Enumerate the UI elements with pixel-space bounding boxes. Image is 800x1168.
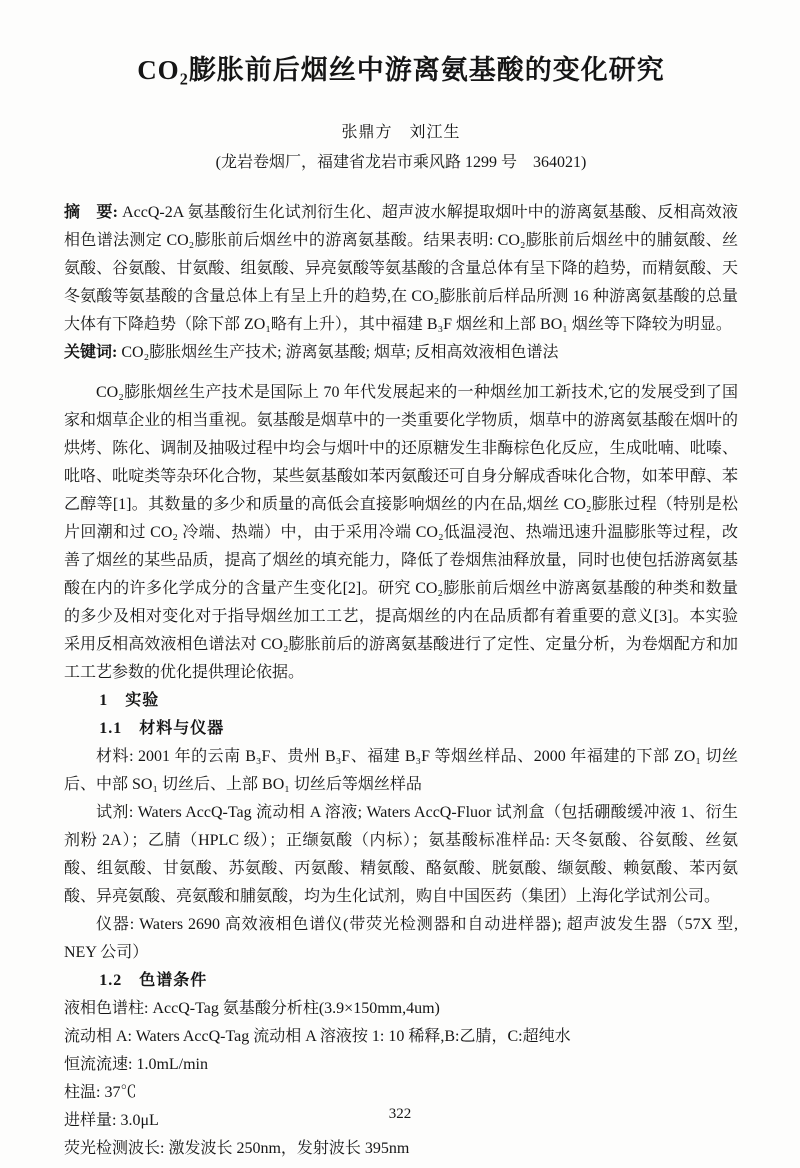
condition-line-column: 液相色谱柱: AccQ-Tag 氨基酸分析柱(3.9×150mm,4um) [64,1000,440,1017]
keywords-paragraph [64,339,738,367]
paper-title: CO₂膨胀前后烟丝中游离氨基酸的变化研究 [137,55,665,85]
section-1-heading: 1 实验 [99,692,160,709]
condition-line-flow-rate: 恒流流速: 1.0mL/min [64,1056,209,1073]
materials-paragraph: 材料: 2001 年的云南 B₃F、贵州 B₃F、福建 B₃F 等烟丝样品、2000 年福建的下部 ZO₁ 切丝后、中部 SO₁ 切丝后、上部 BO₁ 切丝后等烟丝样品 [64,748,738,793]
abstract-text: AccQ-2A 氨基酸衍生化试剂衍生化、超声波水解提取烟叶中的游离氨基酸、反相高效液相色谱法测定 CO₂膨胀前后烟丝中的游离氨基酸。结果表明: CO₂膨胀前后烟丝中的脯氨酸、丝氨酸、谷氨酸、甘氨酸、组氨酸、异亮氨酸等氨基酸的含量总体有呈下降的趋势，而精氨酸、天冬氨酸等氨基酸的含量总体上有呈上升的趋势,在 CO₂膨胀前后样品所测 16 种游离氨基酸的总量大体有下降趋势（除下部 ZO₁略有上升），其中福建 B₃F 烟丝和上部 BO₁ 烟丝等下降较为明显。 [64,204,738,333]
condition-line-column-temp: 柱温: 37℃ [64,1084,137,1101]
page-number: 322 [388,1106,412,1122]
intro-paragraph: CO₂膨胀烟丝生产技术是国际上 70 年代发展起来的一种烟丝加工新技术,它的发展受到了国家和烟草企业的相当重视。氨基酸是烟草中的一类重要化学物质，烟草中的游离氨基酸在烟叶的烘烤、陈化、调制及抽吸过程中均会与烟叶中的还原糖发生非酶棕色化反应，生成吡喃、吡嗪、吡咯、吡啶类等杂环化合物，某些氨基酸如苯丙氨酸还可自身分解成香味化合物，如苯甲醇、苯乙醇等[1]。其数量的多少和质量的高低会直接影响烟丝的内在品,烟丝 CO₂膨胀过程（特别是松片回潮和过 CO₂ 冷端、热端）中，由于采用冷端 CO₂低温浸泡、热端迅速升温膨胀等过程，改善了烟丝的某些品质，提高了烟丝的填充能力，降低了卷烟焦油释放量，同时也使包括游离氨基酸在内的许多化学成分的含量产生变化[2]。研究 CO₂膨胀前后烟丝中游离氨基酸的种类和数量的多少及相对变化对于指导烟丝加工工艺，提高烟丝的内在品质都有着重要的意义[3]。本实验采用反相高效液相色谱法对 CO₂膨胀前后的游离氨基酸进行了定性、定量分析，为卷烟配方和加工工艺参数的优化提供理论依据。 [64,384,738,681]
section-1-2-heading: 1.2 色谱条件 [99,972,208,989]
section-1-1-heading: 1.1 材料与仪器 [99,720,225,737]
abstract-label: 摘 要: [64,204,123,221]
keywords-text: CO₂膨胀烟丝生产技术; 游离氨基酸; 烟草; 反相高效液相色谱法 [121,344,559,361]
condition-line-injection-volume: 进样量: 3.0μL [64,1112,159,1129]
condition-line-mobile-phase: 流动相 A: Waters AccQ-Tag 流动相 A 溶液按 1: 10 稀释,B:乙腈，C:超纯水 [64,1028,571,1045]
condition-line-detection-wavelength: 荧光检测波长: 激发波长 250nm，发射波长 395nm [64,1140,410,1157]
abstract-paragraph [64,199,738,339]
instruments-paragraph: 仪器: Waters 2690 高效液相色谱仪(带荧光检测器和自动进样器); 超声波发生器（57X 型, NEY 公司） [64,916,738,961]
reagents-paragraph: 试剂: Waters AccQ-Tag 流动相 A 溶液; Waters AccQ-Fluor 试剂盒（包括硼酸缓冲液 1、衍生剂粉 2A）；乙腈（HPLC 级）；正缬氨酸（内标）；氨基酸标准样品: 天冬氨酸、谷氨酸、丝氨酸、组氨酸、甘氨酸、苏氨酸、丙氨酸、精氨酸、酪氨酸、胱氨酸、缬氨酸、赖氨酸、苯丙氨酸、异亮氨酸、亮氨酸和脯氨酸，均为生化试剂，购自中国医药（集团）上海化学试剂公司。 [64,804,738,905]
affiliation: (龙岩卷烟厂，福建省龙岩市乘风路 1299 号 364021) [215,154,587,171]
keywords-label: 关键词: [64,344,122,361]
authors: 张鼎方 刘江生 [341,124,461,141]
